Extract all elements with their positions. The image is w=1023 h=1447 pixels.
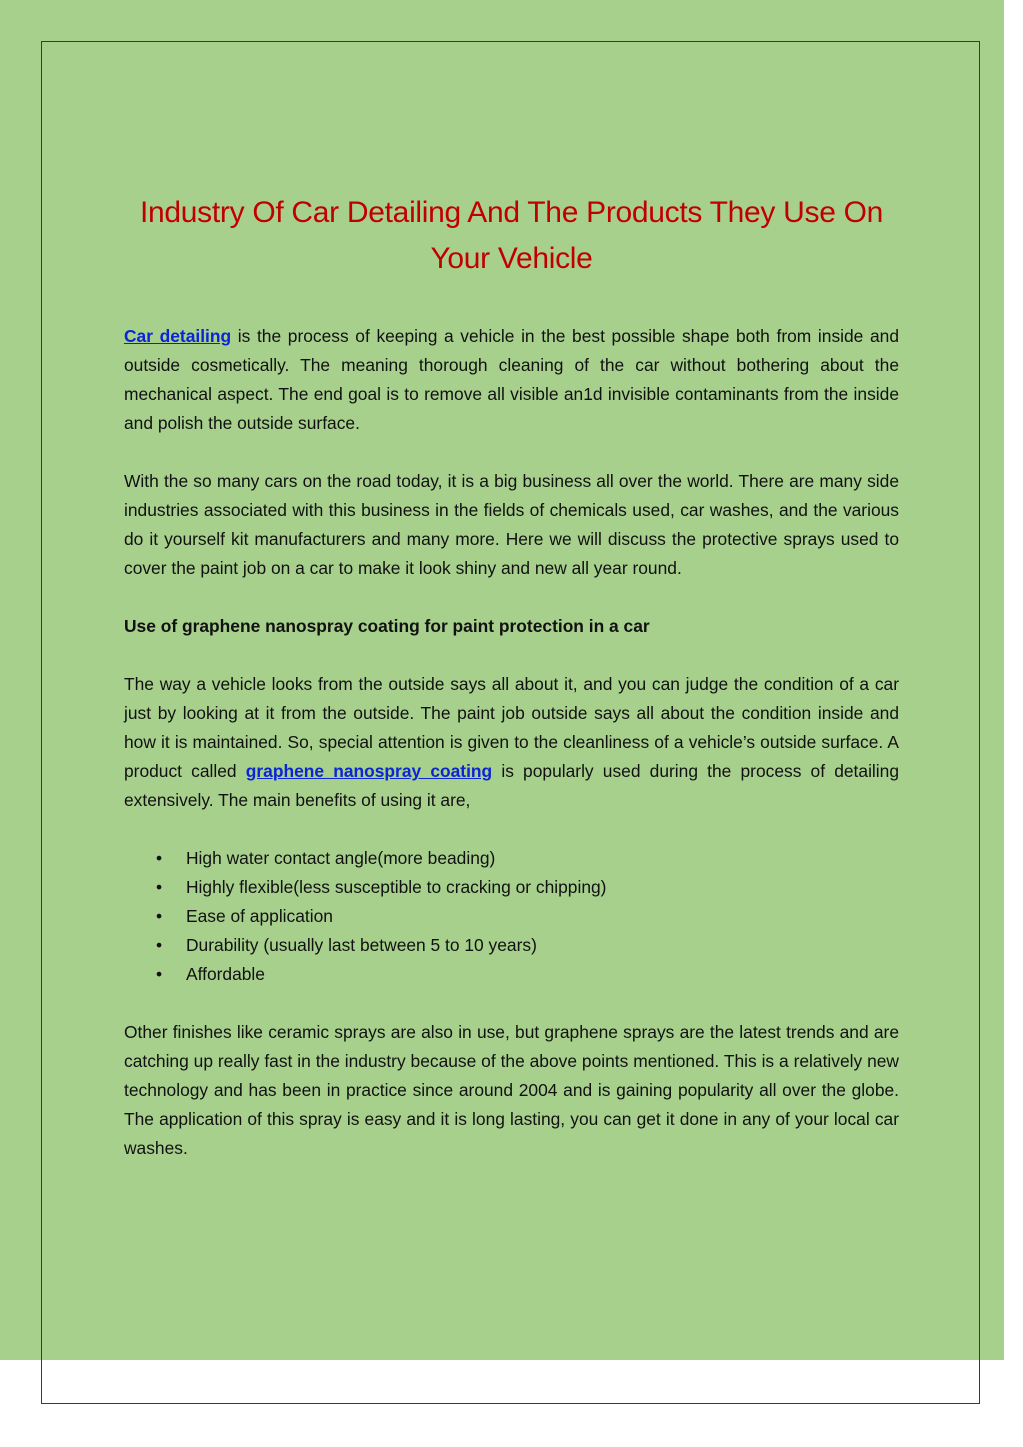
graphene-text-before: The way a vehicle looks from the outside says all about it, and you can judge the condition of a car just by looking at it from the outside. The paint job outside says all about the condition inside and how it is maintained. So, special attention is given to the cleanliness of a vehicle’s outside surface. A product called bbox=[124, 674, 899, 781]
list-item: • Affordable bbox=[186, 960, 899, 989]
document-title: Industry Of Car Detailing And The Products They Use On Your Vehicle bbox=[139, 196, 884, 275]
list-item: • High water contact angle(more beading) bbox=[186, 844, 899, 873]
list-item: • Ease of application bbox=[186, 902, 899, 931]
graphene-paragraph bbox=[124, 670, 899, 815]
list-item: • Durability (usually last between 5 to 10 years) bbox=[186, 931, 899, 960]
graphene-text-after: is popularly used during the process of detailing extensively. The main benefits of using it are, bbox=[124, 761, 899, 810]
section-subheading: Use of graphene nanospray coating for paint protection in a car bbox=[124, 616, 650, 636]
conclusion-paragraph: Other finishes like ceramic sprays are also in use, but graphene sprays are the latest trends and are catching up really fast in the industry because of the above points mentioned. This is a relatively new technology and has been in practice since around 2004 and is gaining popularity all over the globe. The application of this spray is easy and it is long lasting, you can get it done in any of your local car washes. bbox=[124, 1022, 899, 1158]
benefits-list bbox=[124, 844, 899, 989]
intro-text: is the process of keeping a vehicle in the best possible shape both from inside and outside cosmetically. The meaning thorough cleaning of the car without bothering about the mechanical aspect. The end goal is to remove all visible an1d invisible contaminants from the inside and polish the outside surface. bbox=[124, 326, 899, 433]
car-detailing-link[interactable]: Car detailing bbox=[124, 326, 232, 346]
graphene-nanospray-coating-link[interactable]: graphene nanospray coating bbox=[245, 761, 493, 781]
document-body bbox=[124, 190, 899, 1192]
business-paragraph: With the so many cars on the road today, it is a big business all over the world. There are many side industries associated with this business in the fields of chemicals used, car washes, and the various do it yourself kit manufacturers and many more. Here we will discuss the protective sprays used to cover the paint job on a car to make it look shiny and new all year round. bbox=[124, 471, 899, 578]
intro-paragraph bbox=[124, 322, 899, 438]
list-item: • Highly flexible(less susceptible to cracking or chipping) bbox=[186, 873, 899, 902]
